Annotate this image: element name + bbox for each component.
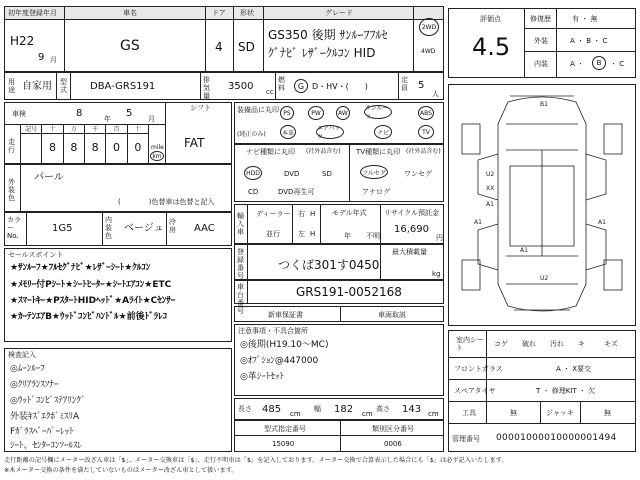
equip-sunroof: サンルーフ	[364, 105, 392, 119]
footer-line-1: 走行距離の記号欄にメーター改ざん車は「$」、メーター交換車は「$」、走行不明車は「$」を記入しております。メーター交換で合算表示した場合にも「$」は必ず記入いたします。	[4, 457, 508, 464]
warranty-row	[234, 306, 444, 322]
score-label: 評価点	[480, 15, 501, 23]
spare-label: スペアタイヤ	[454, 387, 496, 395]
sales-label: セールスポイント	[8, 251, 64, 259]
mileage-digit: 8	[70, 141, 78, 154]
capacity: 5	[418, 80, 425, 91]
import-dealer: ディーラー	[256, 210, 291, 218]
model-year-label: モデル年式	[332, 209, 367, 217]
fuel-label: 燃料	[278, 76, 285, 92]
navi-dvd: DVD	[284, 170, 300, 178]
chassis-label: 車台番号	[237, 283, 244, 315]
width-label: 幅	[314, 405, 321, 413]
cert-type-label: 型式指定番号	[264, 425, 306, 433]
notes-line-2: ◎ｵﾌﾟｼｮﾝ@447000	[240, 356, 319, 366]
equip-ps: PS	[280, 106, 294, 120]
recycle-yen: 円	[436, 234, 443, 242]
diag-label-a1-3: A1	[598, 219, 606, 226]
navi-sd: SD	[322, 170, 332, 178]
model-year-suffix: 年	[344, 232, 351, 240]
persons: 人	[432, 90, 439, 98]
diag-label-xx: XX	[486, 185, 495, 192]
mileage-digit-label: 百	[106, 125, 126, 134]
windshield-label: フロントガラス	[454, 365, 503, 373]
score-int-label: 内装	[534, 60, 548, 68]
reg-month: 9	[38, 52, 45, 63]
load-unit: kg	[432, 270, 441, 278]
mileage-cell	[106, 125, 127, 163]
import-left: 左	[298, 230, 305, 238]
interior-label: 内装色	[105, 216, 112, 240]
inspector-line-3: ◎ｳｯﾄﾞｺﾝﾋﾞｽﾃｱﾘﾝｸﾞ	[10, 396, 86, 406]
doors: 4	[215, 40, 223, 54]
score-value: 4.5	[472, 33, 511, 61]
shift-label: シフト	[190, 104, 211, 112]
drive-2wd: 2WD	[419, 18, 439, 36]
unit-mile: mile	[151, 144, 164, 151]
mileage-digit: 0	[134, 141, 142, 154]
inspection-month-suffix: 月	[148, 115, 155, 123]
chassis: GRS191-0052168	[296, 285, 402, 299]
interior: ベージュ	[124, 223, 164, 234]
score-ext-label: 外装	[534, 37, 548, 45]
navi-hdd: HDD	[244, 166, 262, 180]
unit-km: km	[150, 151, 164, 161]
import-right-h: H	[310, 210, 316, 218]
score-int-a: A ・	[570, 60, 585, 68]
grade-line2: ｸﾞﾅﾋﾞ ﾚｻﾞｰｸﾙｺﾝ HID	[268, 46, 376, 60]
mileage-digit-label: 十	[42, 125, 62, 134]
length: 485	[262, 404, 282, 415]
diag-label-u2-2: U2	[540, 275, 549, 282]
grade-label: 修復歴	[530, 15, 551, 23]
displacement: 3500	[228, 81, 254, 92]
tv-sub: (社外品含む)	[406, 148, 441, 155]
reg-era: H22	[10, 34, 35, 48]
mileage-cell	[128, 125, 149, 163]
warranty-left: 新車保証書	[268, 311, 303, 319]
drive-4wd: 4WD	[421, 48, 436, 55]
recycle: 16,690	[394, 224, 429, 235]
mileage-label: 走行	[8, 138, 15, 154]
inspector-line-4: 外装ｷｽﾞｴｸﾎﾞﾐｽﾘA	[10, 412, 80, 422]
inspector-line-5: Fｶﾞﾗｽﾍﾟｰﾊﾟｰﾚｯﾄ	[10, 427, 74, 437]
tv-analog: アナログ	[362, 188, 390, 196]
exterior-label: 外装色	[8, 178, 15, 202]
sales-line-4: ★ｶｰﾃﾝｴｱB★ｳｯﾄﾞｺﾝﾋﾞﾊﾝﾄﾞﾙ★前後ﾄﾞﾗﾚｺ	[10, 312, 168, 322]
mileage-digit: 8	[91, 141, 99, 154]
length-cm: cm	[290, 410, 301, 418]
inspection-label: 車検	[12, 110, 26, 118]
seat-label: 室内シート	[456, 336, 484, 352]
width-cm: cm	[362, 410, 373, 418]
fuel-g: G	[294, 79, 308, 93]
inspector-label: 検査記入	[8, 351, 36, 359]
navi-dvd-play: DVD再生可	[278, 188, 315, 196]
door-label: ドア	[212, 9, 226, 17]
model: DBA-GRS191	[90, 81, 156, 92]
mileage-digit-label: 千	[85, 125, 105, 134]
equip-pw: PW	[308, 106, 324, 120]
equipment-label: 装備品に丸印	[237, 106, 279, 114]
shift: FAT	[184, 136, 205, 150]
diag-label-b1: B1	[540, 101, 548, 108]
diag-label-a1-2: A1	[474, 219, 482, 226]
shape: SD	[238, 40, 255, 54]
mileage-digit-label: 万	[64, 125, 84, 134]
seat-yabure: 破れ	[522, 340, 536, 348]
plate: つくば301す0450	[278, 258, 380, 272]
inspector-line-1: ◎ﾑｰﾝﾙｰﾌ	[10, 364, 45, 374]
mileage-cell	[21, 125, 42, 163]
cert-type: 15090	[272, 440, 295, 448]
mileage-digit: 8	[48, 141, 56, 154]
score-int-c: ・ C	[610, 60, 625, 68]
warranty-right: 車両取説	[378, 311, 406, 319]
colorno-label: カラーNo.	[7, 216, 21, 240]
jack: 無	[604, 409, 611, 417]
equip-abs: ABS	[418, 106, 434, 120]
navi-cd: CD	[248, 188, 259, 196]
height-cm: cm	[428, 410, 439, 418]
reg-year-label: 初年度登録年月	[8, 9, 57, 17]
import-parallel: 並行	[266, 230, 280, 238]
mgmt-label: 管理番号	[452, 435, 480, 443]
equip-leather: 本革	[280, 125, 296, 139]
sales-line-3: ★ｽﾏｰﾄｷｰ★PｽﾀｰﾄHIDﾍｯﾄﾞ★Aﾗｲﾄ★Cｾﾝｻｰ	[10, 296, 176, 306]
spare: T ・ 修理KIT ・ 欠	[536, 387, 596, 395]
score-ext-value: A ・ B ・ C	[570, 37, 608, 45]
diag-label-a1-4: A1	[520, 247, 528, 254]
use: 自家用	[22, 81, 52, 92]
tv-fullseg: フルセグ	[360, 165, 388, 179]
reg-month-suffix: 月	[50, 56, 57, 64]
capacity-label: 定員	[401, 76, 408, 92]
score-int-b: B	[592, 56, 606, 70]
equipment-sub: (純正のみ)	[237, 131, 266, 138]
use-label: 用途	[8, 78, 15, 94]
plate-label: 登録番号	[237, 248, 244, 280]
navi-sub: (社外品含む)	[306, 148, 341, 155]
mileage-cell	[64, 125, 85, 163]
tv-label: TV種類に丸印	[356, 148, 401, 156]
import-right: 右	[298, 210, 305, 218]
cc: cc	[266, 88, 274, 96]
shape-label: 形状	[240, 9, 254, 17]
fuel-rest: D・HV・( )	[312, 82, 368, 91]
seat-koge: コゲ	[494, 340, 508, 348]
sales-line-1: ★ｻﾝﾙｰﾌ★ﾌﾙｾｸﾞﾅﾋﾞ★ﾚｻﾞｰｼｰﾄ★ｸﾙｺﾝ	[10, 263, 151, 273]
grade-value: 有 ・ 無	[572, 15, 598, 23]
length-label: 長さ	[238, 405, 252, 413]
inspection-month: 5	[126, 108, 133, 119]
diag-label-u2: U2	[486, 171, 495, 178]
inspection-year-suffix: 年	[104, 115, 111, 123]
cert-class: 0006	[384, 440, 402, 448]
type-label: 型式	[60, 78, 67, 94]
import-left-h: H	[310, 230, 316, 238]
seat-yogore: 汚れ	[550, 340, 564, 348]
height-label: 高さ	[376, 405, 390, 413]
height: 143	[402, 404, 422, 415]
recycle-label: リサイクル預託金	[384, 209, 440, 217]
inspector-line-6: ｼｰﾄ、ｾﾝﾀｰｺﾝｿｰﾙｽﾚ	[10, 441, 83, 451]
car-name-label: 車名	[123, 9, 137, 17]
mileage-digit-label: 十	[128, 125, 148, 134]
tools-label: 工具	[462, 409, 476, 417]
inspection-year: 8	[76, 108, 83, 119]
mileage-digit: 0	[112, 141, 120, 154]
notes-line-3: ◎革ｼｰﾄｾｯﾄ	[240, 372, 284, 382]
mileage-cell	[85, 125, 106, 163]
sales-line-2: ★ﾒﾓﾘｰ付Pｼｰﾄ★ｼｰﾄﾋｰﾀｰ★ｼｰﾄｴｱｺﾝ★ETC	[10, 280, 172, 290]
exterior-note: ( )色替車は色替と記入	[118, 198, 215, 206]
navi-label: ナビ種類に丸印	[246, 148, 295, 156]
car-diagram	[448, 84, 636, 326]
car-name: GS	[120, 38, 140, 54]
diag-label-a1-1: A1	[486, 201, 494, 208]
load-label: 最大積載量	[392, 248, 427, 256]
equip-tv: TV	[418, 125, 434, 139]
cert-class-label: 類別区分番号	[372, 425, 414, 433]
equip-airbag: エアバック	[316, 125, 344, 139]
seat-kizu: キズ	[604, 340, 618, 348]
equip-navi: ナビ	[374, 125, 392, 139]
model-year-unknown: 不明	[366, 232, 380, 240]
notes-label: 注意事項・不具合箇所	[238, 327, 308, 335]
mileage-digit-label: 記号	[21, 125, 41, 134]
width: 182	[334, 404, 354, 415]
jack-label: ジャッキ	[546, 409, 574, 417]
notes-line-1: ◎後期(H19.10～MC)	[240, 340, 329, 350]
mgmt: 00001000010000001494	[496, 433, 617, 443]
ac: AAC	[194, 223, 215, 234]
seat-ki: キ	[578, 340, 585, 348]
ac-label: 冷房	[169, 218, 176, 234]
tools: 無	[510, 409, 517, 417]
disp-label: 排気量	[203, 76, 210, 100]
windshield: A ・ X要交	[556, 365, 592, 373]
exterior-color: パール	[34, 172, 64, 183]
inspector-line-2: ◎ｸﾘｱﾗﾝｽｿﾅｰ	[10, 380, 59, 390]
equip-aw: AW	[336, 106, 350, 120]
tv-oneseg: ワンセグ	[404, 170, 432, 178]
grade-line1: GS350 後期 ｻﾝﾙｰﾌﾌﾙｾ	[268, 28, 388, 42]
footer-line-2: ※木メーター交換の条件を満たしていないものはメーター改ざん車として扱います。	[4, 467, 238, 474]
grade-label: グレード	[325, 9, 353, 17]
mileage-cell	[42, 125, 63, 163]
colorno: 1G5	[52, 223, 73, 234]
import-label: 輸入車	[237, 212, 244, 236]
mileage-grid	[21, 125, 149, 163]
